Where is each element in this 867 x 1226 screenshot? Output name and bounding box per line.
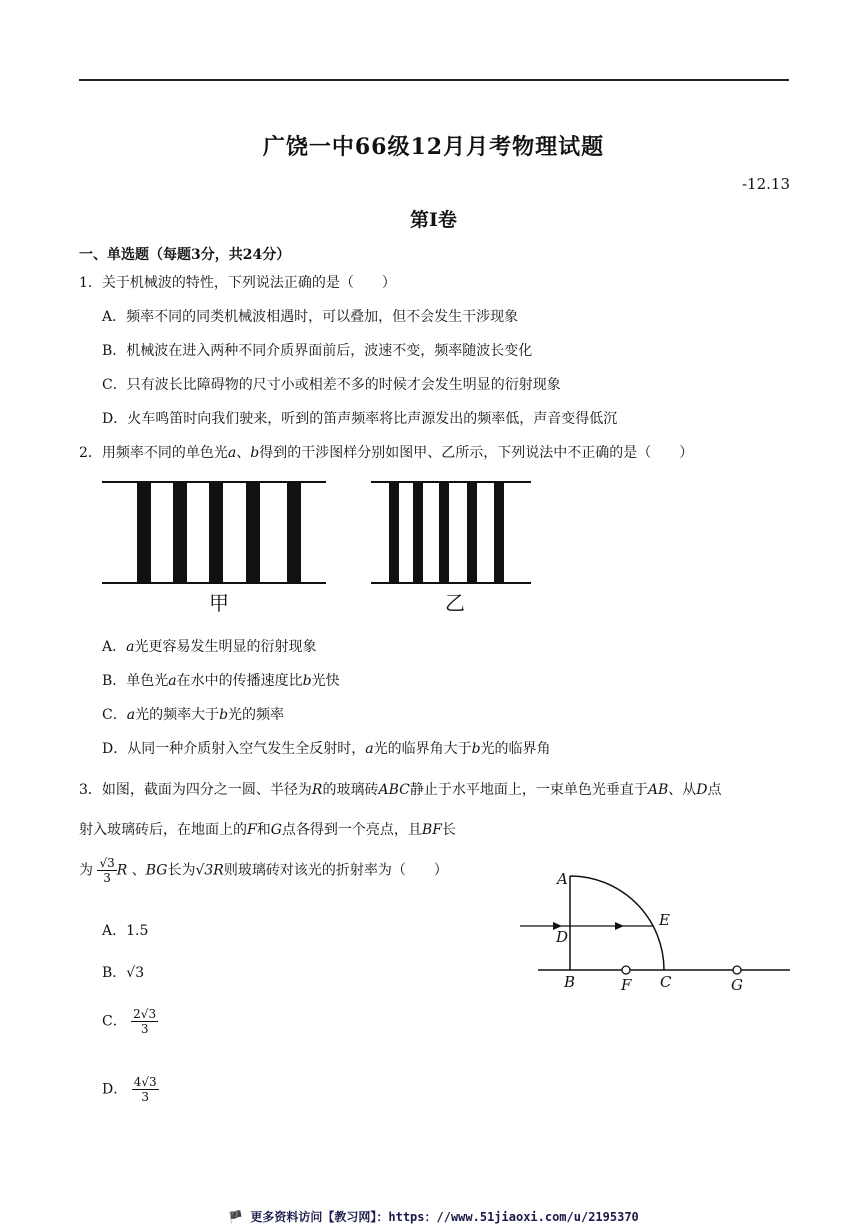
- pattern-jia: [102, 482, 326, 583]
- question-2-option-c: C．a光的频率大于b光的频率: [102, 707, 285, 723]
- question-2-option-a: A．a光更容易发生明显的衍射现象: [102, 639, 317, 655]
- question-3-line-1: 3．如图，截面为四分之一圆、半径为R的玻璃砖ABC静止于水平地面上，一束单色光垂直于AB、从D点: [79, 782, 722, 798]
- label-jia: 甲: [209, 591, 229, 615]
- section-heading: 一、单选题（每题3分，共24分）: [79, 247, 291, 263]
- question-3-option-b: B．√3: [102, 965, 145, 981]
- label-b: B: [564, 973, 576, 991]
- question-1-option-d: D．火车鸣笛时向我们驶来，听到的笛声频率将比声源发出的频率低，声音变得低沉: [102, 411, 618, 427]
- var-a: a: [227, 445, 237, 461]
- question-3-line-2: 射入玻璃砖后，在地面上的F和G点各得到一个亮点，且BF长: [79, 822, 456, 838]
- fraction-sqrt3-over-3: $\frac{√3}{3}$: [99, 856, 115, 885]
- question-1-stem: 1．关于机械波的特性，下列说法正确的是（ ）: [79, 275, 396, 291]
- fraction-2sqrt3-over-3: $\frac{2√3}{3}$: [133, 1007, 157, 1036]
- label-c: C: [660, 973, 672, 991]
- label-g: G: [731, 976, 743, 994]
- question-3-line-3: 为 $\frac{√3}{3}$ R 、BG长为√3R则玻璃砖对该光的折射率为（ ）: [79, 856, 448, 885]
- question-2-option-b: B．单色光a在水中的传播速度比b光快: [102, 673, 340, 689]
- var-b: b: [250, 445, 260, 461]
- label-e: E: [659, 911, 670, 929]
- question-1-option-c: C．只有波长比障碍物的尺寸小或相差不多的时候才会发生明显的衍射现象: [102, 377, 561, 393]
- question-2-option-d: D．从同一种介质射入空气发生全反射时，a光的临界角大于b光的临界角: [102, 741, 551, 757]
- label-f: F: [621, 976, 632, 994]
- question-3-option-d: D． $\frac{4√3}{3}$: [102, 1075, 157, 1104]
- exam-title: 广饶一中66级12月月考物理试题: [262, 134, 605, 160]
- label-d: D: [556, 928, 569, 946]
- label-a: A: [557, 870, 568, 888]
- volume-heading: 第Ⅰ卷: [410, 209, 457, 231]
- glass-brick-diagram: [510, 860, 800, 1000]
- question-3-option-a: A．1.5: [102, 923, 149, 939]
- fraction-4sqrt3-over-3: $\frac{4√3}{3}$: [133, 1075, 157, 1104]
- footer-link[interactable]: 🏴 更多资料访问【教习网】：https：//www.51jiaoxi.com/u/2195370: [228, 1210, 639, 1224]
- question-1-option-b: B．机械波在进入两种不同介质界面前后，波速不变，频率随波长变化: [102, 343, 533, 359]
- interference-figures: [95, 474, 545, 619]
- header-rule: [79, 79, 789, 81]
- pattern-yi: [371, 482, 531, 583]
- question-1-option-a: A．频率不同的同类机械波相遇时，可以叠加，但不会发生干涉现象: [102, 309, 519, 325]
- question-2-stem: 2．用频率不同的单色光a、b得到的干涉图样分别如图甲、乙所示，下列说法中不正确的是（ ）: [79, 445, 694, 461]
- exam-date: -12.13: [741, 175, 790, 193]
- question-3-option-c: C． $\frac{2√3}{3}$: [102, 1007, 157, 1036]
- label-yi: 乙: [445, 591, 465, 615]
